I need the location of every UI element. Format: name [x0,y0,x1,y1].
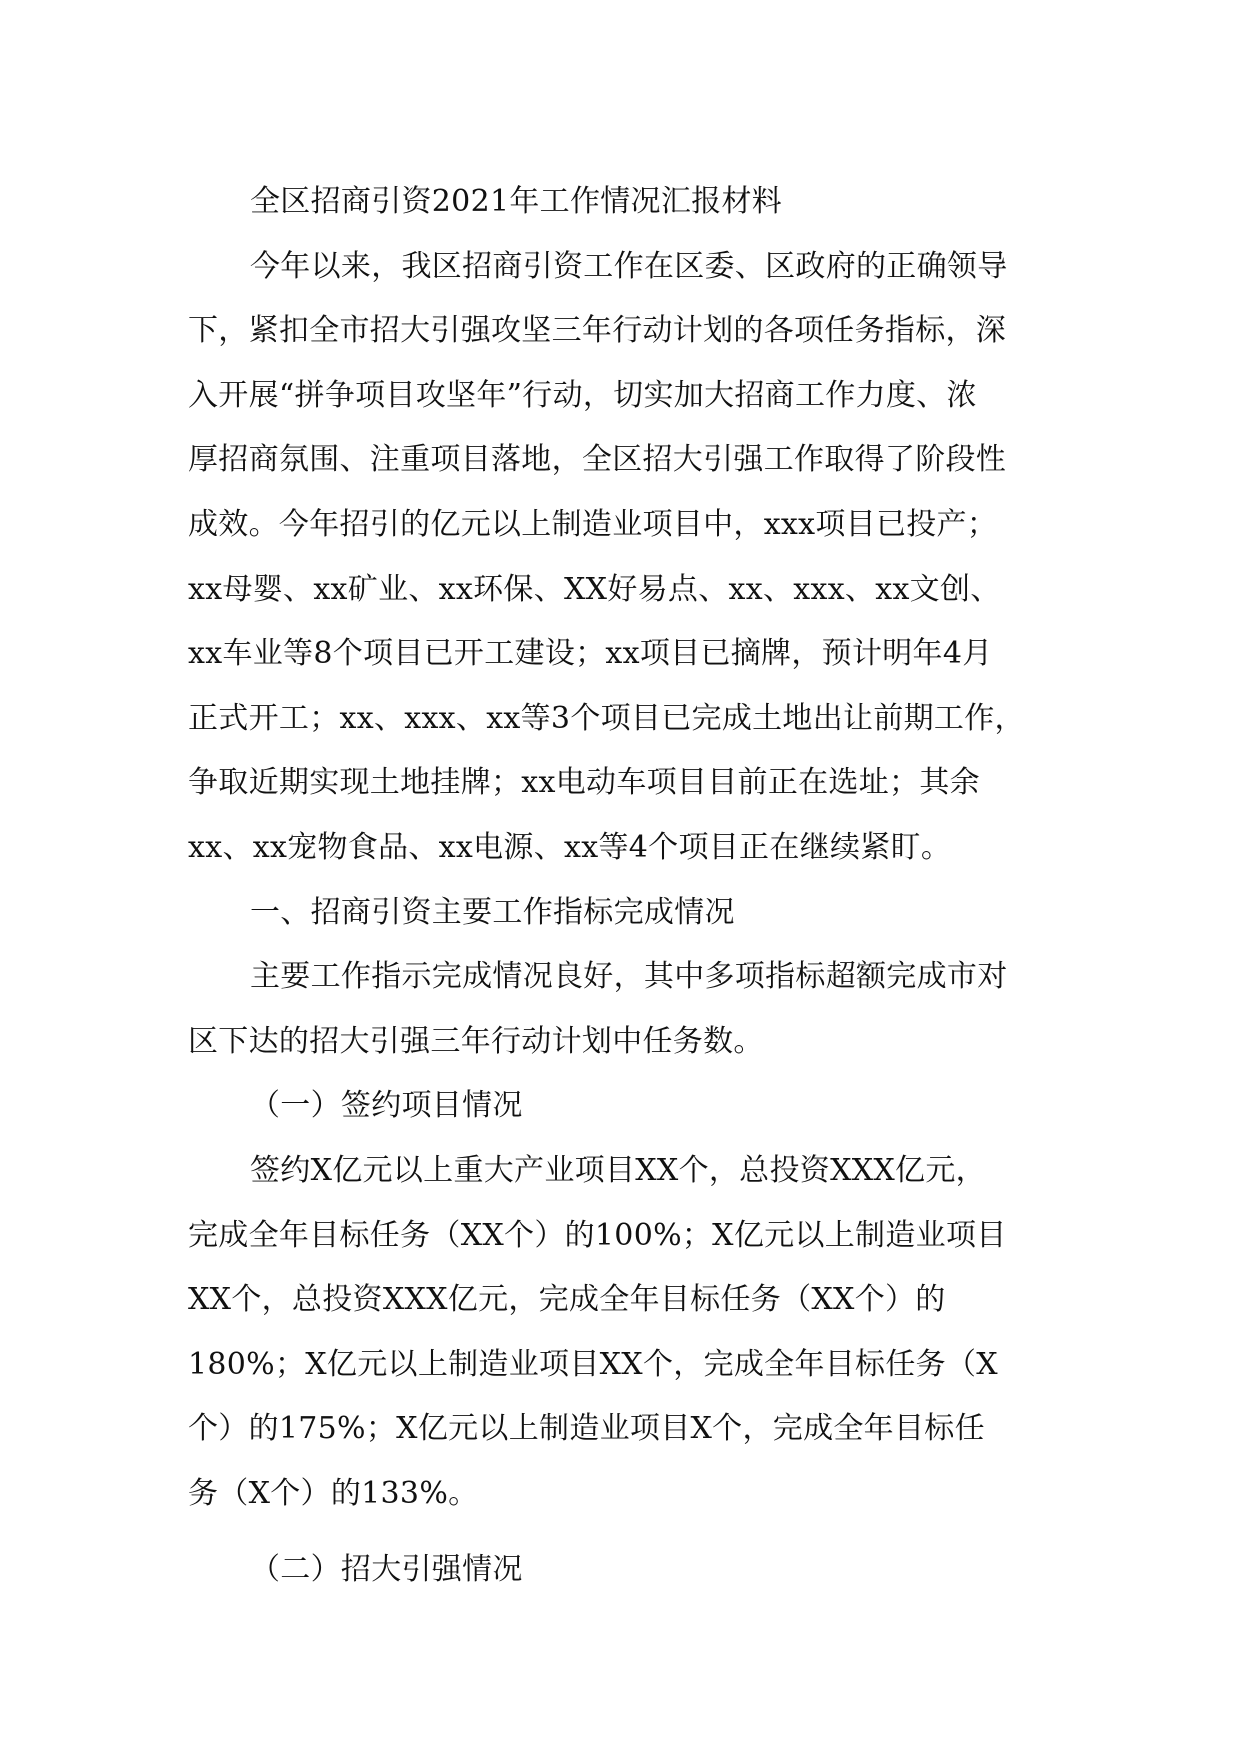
paragraph-line: 区下达的招大引强三年行动计划中任务数。 [188,1023,764,1059]
paragraph-line: 下，紧扣全市招大引强攻坚三年行动计划的各项任务指标，深 [188,313,1007,349]
section-heading: 一、招商引资主要工作指标完成情况 [250,894,735,930]
document-title: 全区招商引资2021年工作情况汇报材料 [250,184,783,219]
paragraph-line: 入开展“拼争项目攻坚年”行动，切实加大招商工作力度、浓 [188,377,977,413]
paragraph-line: 务（X个）的133%。 [188,1475,479,1511]
document-body [188,170,1068,1603]
paragraph-line: xx车业等8个项目已开工建设；xx项目已摘牌，预计明年4月 [188,636,993,672]
paragraph-line: XX个，总投资XXX亿元，完成全年目标任务（XX个）的 [188,1282,946,1318]
paragraph-line: 完成全年目标任务（XX个）的100%；X亿元以上制造业项目 [188,1217,1007,1253]
paragraph-line: 180%；X亿元以上制造业项目XX个，完成全年目标任务（X [188,1346,998,1382]
paragraph-line: 正式开工；xx、xxx、xx等3个项目已完成土地出让前期工作， [188,700,1025,736]
paragraph-line: 厚招商氛围、注重项目落地，全区招大引强工作取得了阶段性 [188,442,1007,478]
paragraph-line: 争取近期实现土地挂牌；xx电动车项目目前正在选址；其余 [188,765,980,801]
paragraph-line: 成效。今年招引的亿元以上制造业项目中，xxx项目已投产； [188,506,998,542]
paragraph-line: 主要工作指示完成情况良好，其中多项指标超额完成市对 [250,959,1008,995]
paragraph-line: 今年以来，我区招商引资工作在区委、区政府的正确领导 [250,248,1008,284]
subsection-heading: （一）签约项目情况 [250,1088,523,1124]
paragraph-line: 签约X亿元以上重大产业项目XX个，总投资XXX亿元， [250,1152,986,1188]
paragraph-line: 个）的175%；X亿元以上制造业项目X个，完成全年目标任 [188,1411,985,1447]
paragraph-line: xx母婴、xx矿业、xx环保、XX好易点、xx、xxx、xx文创、 [188,571,1001,607]
subsection-heading: （二）招大引强情况 [250,1552,523,1588]
paragraph-line: xx、xx宠物食品、xx电源、xx等4个项目正在继续紧盯。 [188,829,952,865]
